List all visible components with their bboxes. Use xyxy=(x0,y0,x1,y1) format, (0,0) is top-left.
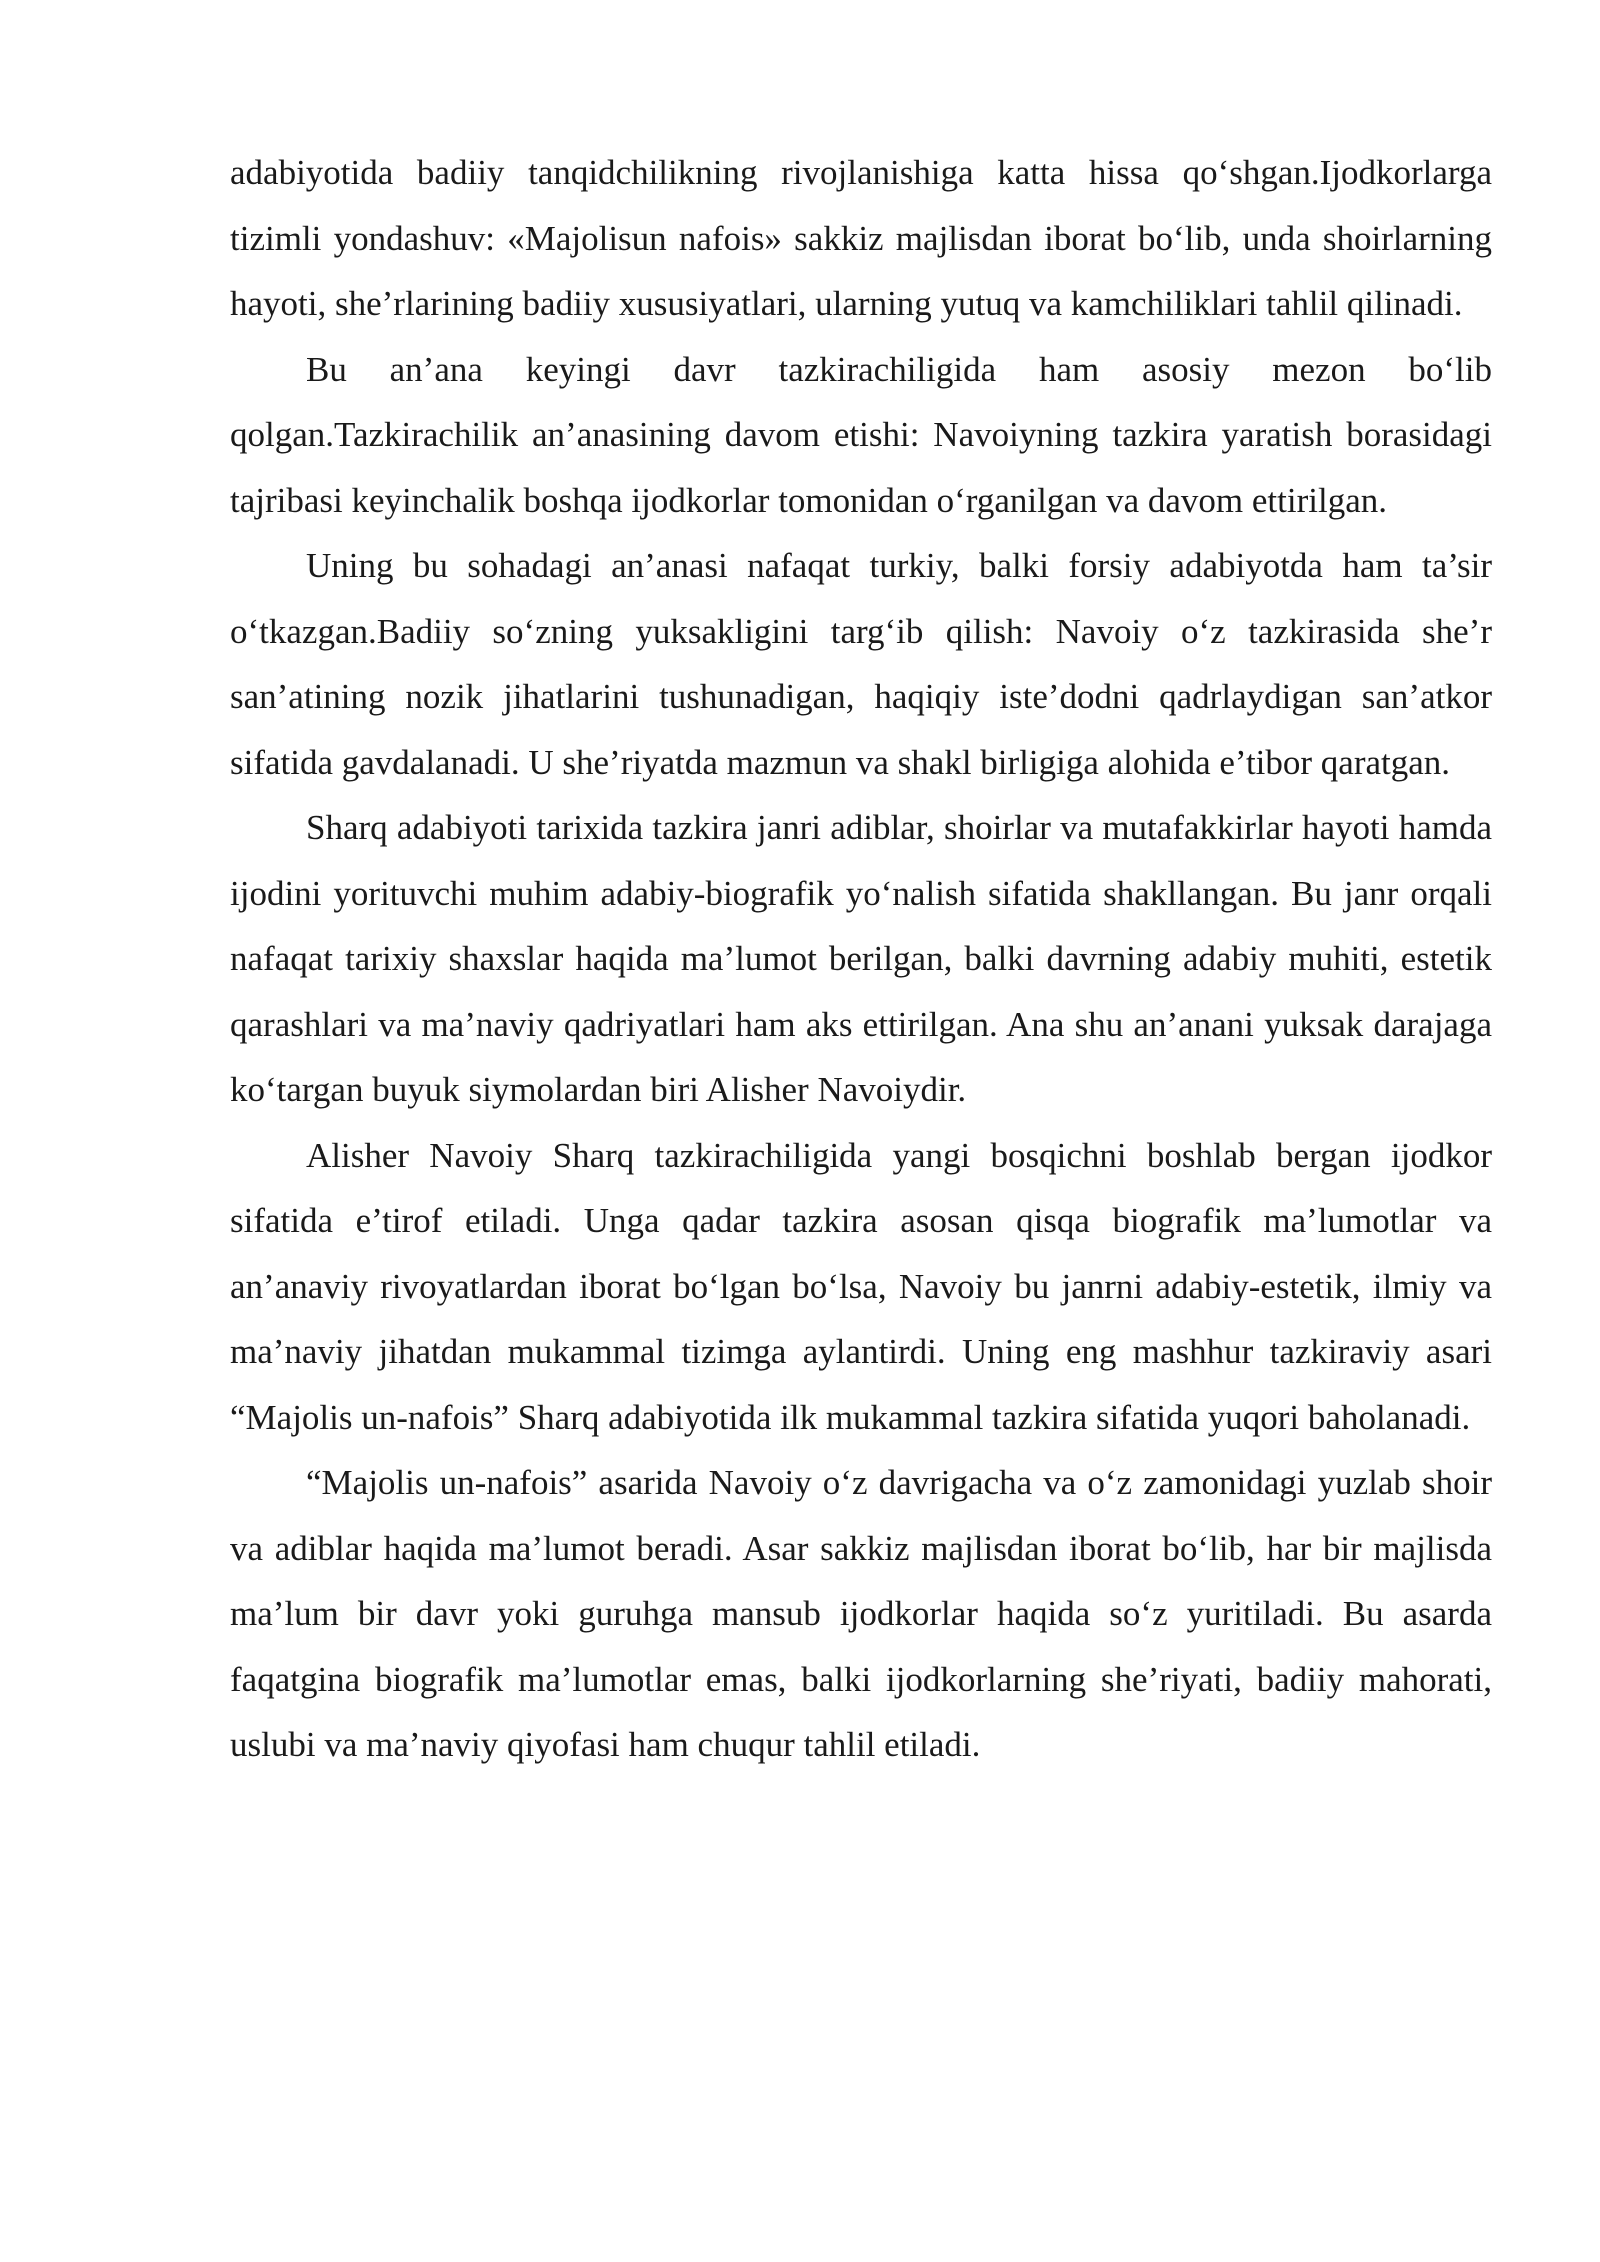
paragraph: Sharq adabiyoti tarixida tazkira janri adiblar, shoirlar va mutafakkirlar hayoti hamda ijodini yorituvchi muhim adabiy-biografik yo‘nalish sifatida shakllangan. Bu janr orqali nafaqat tarixiy shaxslar haqida ma’lumot berilgan, balki davrning adabiy muhiti, estetik qarashlari va ma’naviy qadriyatlari ham aks ettirilgan. Ana shu an’anani yuksak darajaga ko‘targan buyuk siymolardan biri Alisher Navoiydir. xyxy=(230,808,1492,1109)
document-body xyxy=(230,140,1492,1778)
paragraph: Bu an’ana keyingi davr tazkirachiligida ham asosiy mezon bo‘lib qolgan.Tazkirachilik an’anasining davom etishi: Navoiyning tazkira yaratish borasidagi tajribasi keyinchalik boshqa ijodkorlar tomonidan o‘rganilgan va davom ettirilgan. xyxy=(230,349,1492,520)
paragraph: “Majolis un-nafois” asarida Navoiy o‘z davrigacha va o‘z zamonidagi yuzlab shoir va adiblar haqida ma’lumot beradi. Asar sakkiz majlisdan iborat bo‘lib, har bir majlisda ma’lum bir davr yoki guruhga mansub ijodkorlar haqida so‘z yuritiladi. Bu asarda faqatgina biografik ma’lumotlar emas, balki ijodkorlarning she’riyati, badiiy mahorati, uslubi va ma’naviy qiyofasi ham chuqur tahlil etiladi. xyxy=(230,1463,1492,1764)
paragraph: Uning bu sohadagi an’anasi nafaqat turkiy, balki forsiy adabiyotda ham ta’sir o‘tkazgan.Badiiy so‘zning yuksakligini targ‘ib qilish: Navoiy o‘z tazkirasida she’r san’atining nozik jihatlarini tushunadigan, haqiqiy iste’dodni qadrlaydigan san’atkor sifatida gavdalanadi. U she’riyatda mazmun va shakl birligiga alohida e’tibor qaratgan. xyxy=(230,546,1492,782)
paragraph-continuation: adabiyotida badiiy tanqidchilikning rivojlanishiga katta hissa qo‘shgan.Ijodkorlarga tizimli yondashuv: «Majolisun nafois» sakkiz majlisdan iborat bo‘lib, unda shoirlarning hayoti, she’rlarining badiiy xususiyatlari, ularning yutuq va kamchiliklari tahlil qilinadi. xyxy=(230,153,1492,323)
paragraph: Alisher Navoiy Sharq tazkirachiligida yangi bosqichni boshlab bergan ijodkor sifatida e’tirof etiladi. Unga qadar tazkira asosan qisqa biografik ma’lumotlar va an’anaviy rivoyatlardan iborat bo‘lgan bo‘lsa, Navoiy bu janrni adabiy-estetik, ilmiy va ma’naviy jihatdan mukammal tizimga aylantirdi. Uning eng mashhur tazkiraviy asari “Majolis un-nafois” Sharq adabiyotida ilk mukammal tazkira sifatida yuqori baholanadi. xyxy=(230,1135,1492,1437)
